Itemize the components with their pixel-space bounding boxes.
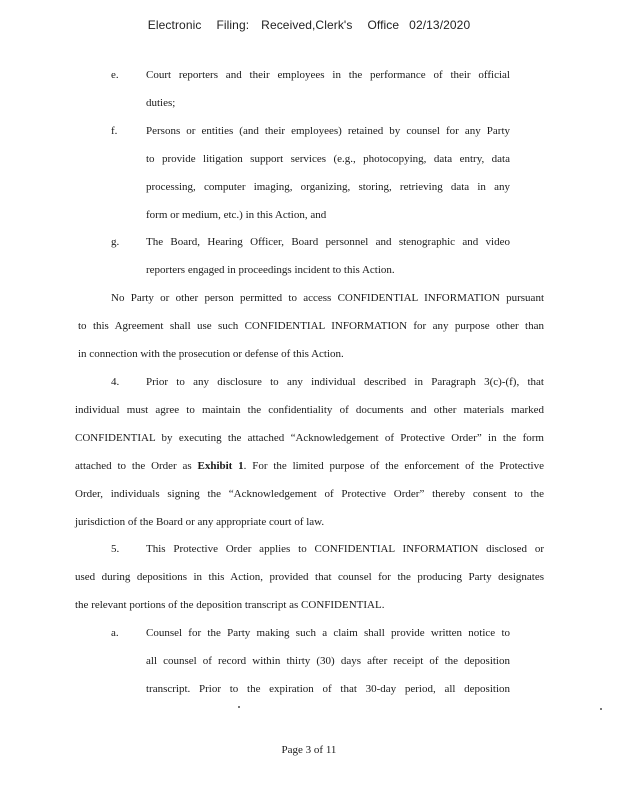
paragraph-line: Order, individuals signing the “Acknowledgement of Protective Order” thereby consent to the (75, 488, 544, 500)
list-item-line: reporters engaged in proceedings incident to this Action. (146, 264, 395, 276)
stamp-part: Office (367, 18, 400, 32)
paragraph-line (75, 459, 544, 473)
list-item-line: to provide litigation support services (e.g., photocopying, data entry, data (146, 153, 510, 165)
paragraph-line: the relevant portions of the deposition transcript as CONFIDENTIAL. (75, 599, 385, 611)
list-marker: g. (111, 236, 120, 248)
paragraph-line: individual must agree to maintain the confidentiality of documents and other materials marked (75, 404, 544, 416)
list-item-line: The Board, Hearing Officer, Board personnel and stenographic and video (146, 236, 510, 248)
list-marker: f. (111, 125, 118, 137)
list-item-line: Court reporters and their employees in the performance of their official (146, 69, 510, 81)
list-item-line: transcript. Prior to the expiration of that 30-day period, all deposition (146, 683, 510, 695)
paragraph-line: Prior to any disclosure to any individual described in Paragraph 3(c)-(f), that (146, 376, 544, 388)
list-item-line: form or medium, etc.) in this Action, and (146, 209, 327, 221)
paragraph-line: jurisdiction of the Board or any appropriate court of law. (75, 516, 325, 528)
paragraph-number: 4. (111, 376, 120, 388)
stamp-part: Electronic (147, 18, 202, 32)
paragraph-line: CONFIDENTIAL by executing the attached “Acknowledgement of Protective Order” in the form (75, 432, 544, 444)
list-item-line: processing, computer imaging, organizing, storing, retrieving data in any (146, 181, 510, 193)
paragraph-line: in connection with the prosecution or defense of this Action. (78, 348, 344, 360)
list-item-line: Persons or entities (and their employees) retained by counsel for any Party (146, 125, 510, 137)
stamp-part: Filing: (216, 18, 250, 32)
text-run: attached to the Order as (75, 460, 198, 472)
stamp-part: 02/13/2020 (409, 18, 471, 32)
paragraph-line: to this Agreement shall use such CONFIDENTIAL INFORMATION for any purpose other than (78, 320, 544, 332)
electronic-filing-stamp (0, 18, 618, 32)
list-item-line: duties; (146, 97, 176, 109)
stamp-part: Received,Clerk's (261, 18, 353, 32)
list-marker: a. (111, 627, 119, 639)
page-number: Page 3 of 11 (281, 744, 337, 756)
paragraph-line: No Party or other person permitted to access CONFIDENTIAL INFORMATION pursuant (111, 292, 544, 304)
list-item-line: Counsel for the Party making such a claim shall provide written notice to (146, 627, 510, 639)
scan-speck (238, 706, 240, 708)
text-run: . For the limited purpose of the enforcement of the Protective (243, 460, 544, 472)
list-marker: e. (111, 69, 119, 81)
list-item-line: all counsel of record within thirty (30) days after receipt of the deposition (146, 655, 510, 667)
scan-speck (600, 708, 602, 710)
paragraph-number: 5. (111, 543, 120, 555)
paragraph-line: This Protective Order applies to CONFIDENTIAL INFORMATION disclosed or (146, 543, 544, 555)
exhibit-reference: Exhibit 1 (197, 460, 244, 472)
paragraph-line: used during depositions in this Action, provided that counsel for the producing Party designates (75, 571, 544, 583)
